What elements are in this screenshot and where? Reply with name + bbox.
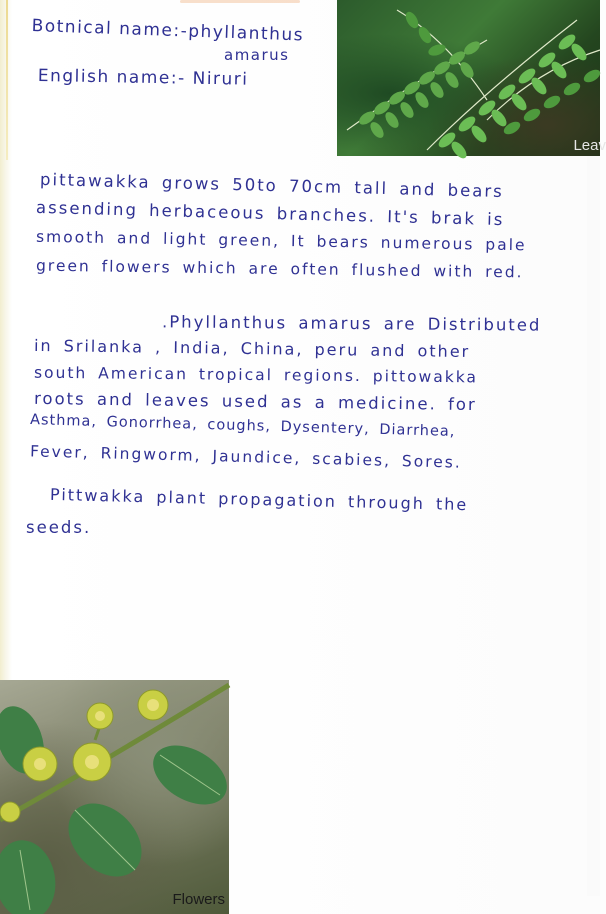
paragraph-2-line-4: roots and leaves used as a medicine. for bbox=[33, 388, 477, 415]
leaves-caption: Leav bbox=[573, 137, 606, 154]
paragraph-1-line-3: smooth and light green, It bears numerous pale bbox=[35, 227, 527, 255]
paragraph-2-line-3: south American tropical regions. pittowakka bbox=[33, 363, 479, 387]
page-edge bbox=[587, 156, 600, 896]
paragraph-1-line-2: assending herbaceous branches. It's brak is bbox=[35, 197, 505, 230]
paragraph-3-line-2: seeds. bbox=[26, 518, 92, 537]
english-name: English name:- Niruri bbox=[37, 66, 249, 90]
flowers-caption: Flowers bbox=[172, 891, 225, 908]
leaves-photo bbox=[337, 0, 606, 156]
paragraph-2-line-1: .Phyllanthus amarus are Distributed bbox=[161, 312, 542, 335]
botanical-name: Botnical name:-phyllanthus bbox=[31, 16, 305, 46]
botanical-name-continued: amarus bbox=[224, 46, 290, 64]
leaves-illustration bbox=[337, 0, 600, 156]
top-ink-mark bbox=[180, 0, 300, 3]
margin-line bbox=[6, 0, 8, 160]
paragraph-2-line-6: Fever, Ringworm, Jaundice, scabies, Sores. bbox=[29, 442, 463, 472]
flowers-illustration bbox=[0, 680, 229, 914]
paragraph-2-line-5: Asthma, Gonorrhea, coughs, Dysentery, Diarrhea, bbox=[29, 412, 456, 440]
paragraph-2-line-2: in Srilanka , India, China, peru and other bbox=[33, 335, 471, 362]
flowers-photo bbox=[0, 680, 229, 914]
paragraph-1-line-4: green flowers which are often flushed with red. bbox=[35, 256, 524, 282]
paragraph-3-line-1: Pittwakka plant propagation through the bbox=[49, 484, 469, 515]
paragraph-1-line-1: pittawakka grows 50to 70cm tall and bears bbox=[39, 169, 504, 202]
